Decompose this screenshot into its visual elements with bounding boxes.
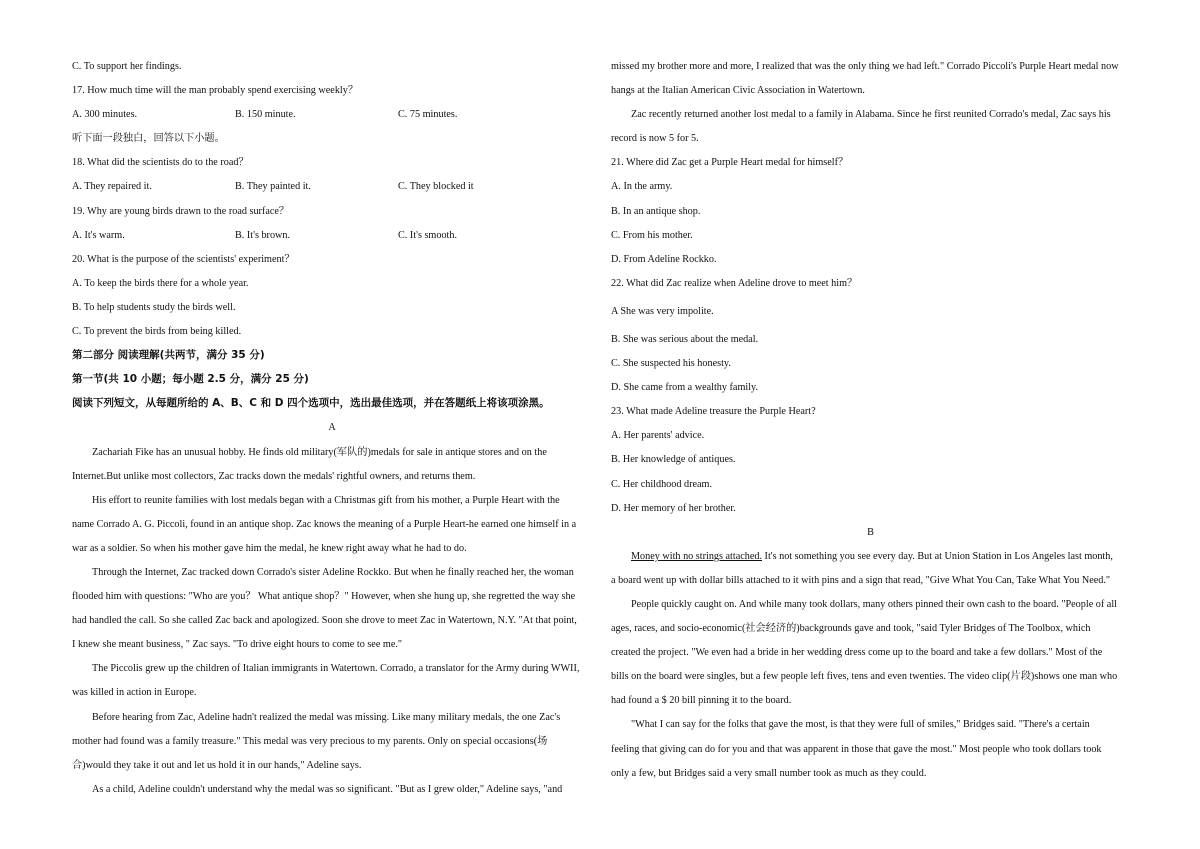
q22-question: 22. What did Zac realize when Adeline drove to meet him？ xyxy=(611,277,858,289)
left-column xyxy=(72,58,592,805)
passage-b-label: B xyxy=(867,526,874,538)
right-column xyxy=(611,58,1130,789)
passage-a-line: Before hearing from Zac, Adeline hadn't realized the medal was missing. Like many military medals, the one Zac's xyxy=(92,711,561,723)
passage-a-continued: hangs at the Italian American Civic Association in Watertown. xyxy=(611,85,865,97)
q17-option-a: A. 300 minutes. xyxy=(72,109,138,121)
passage-a-continued: missed my brother more and more, I realized that was the only thing we had left." Corrado Piccoli's Purple Heart medal now xyxy=(611,61,1119,72)
passage-b-line: ages, races, and socio-economic(社会经济的)backgrounds gave and took, "said Tyler Bridges of The Toolbox, which xyxy=(611,623,1091,635)
q21-option-a: A. In the army. xyxy=(611,181,673,193)
q16-option-c: C. To support her findings. xyxy=(72,61,182,72)
q17-option-c: C. 75 minutes. xyxy=(398,109,458,121)
passage-a-continued: record is now 5 for 5. xyxy=(611,133,699,145)
passage-a-line: Internet.But unlike most collectors, Zac tracks down the medals' rightful owners, and returns them. xyxy=(72,470,476,482)
passage-a-line: His effort to reunite families with lost medals began with a Christmas gift from his mother, a Purple Heart with the xyxy=(92,494,560,506)
q18-option-a: A. They repaired it. xyxy=(72,181,152,193)
reading-instruction: 阅读下列短文，从每题所给的 A、B、C 和 D 四个选项中，选出最佳选项，并在答题纸上将该项涂黑。 xyxy=(72,397,550,410)
passage-b-line: only a few, but Bridges said a very small number took as much as they could. xyxy=(611,767,927,779)
q17-question: 17. How much time will the man probably spend exercising weekly？ xyxy=(72,85,359,97)
passage-a-line: war as a soldier. So when his mother gave him the medal, he knew right away what he had to do. xyxy=(72,542,467,554)
q19-question: 19. Why are young birds drawn to the road surface？ xyxy=(72,205,290,217)
passage-a-label: A xyxy=(328,422,336,434)
q22-option-d: D. She came from a wealthy family. xyxy=(611,382,759,394)
q21-question: 21. Where did Zac get a Purple Heart medal for himself？ xyxy=(611,157,849,169)
q18-option-c: C. They blocked it xyxy=(398,181,474,193)
passage-b-line-rest: It's not something you see every day. But at Union Station in Los Angeles last month, xyxy=(762,550,1113,562)
q21-option-d: D. From Adeline Rockko. xyxy=(611,253,717,265)
q21-option-b: B. In an antique shop. xyxy=(611,205,701,217)
section-one-heading: 第一节(共 10 小题；每小题 2.5 分，满分 25 分) xyxy=(72,373,309,386)
passage-a-line: Zachariah Fike has an unusual hobby. He finds old military(军队的)medals for sale in antique stores and on the xyxy=(92,446,547,458)
q23-option-d: D. Her memory of her brother. xyxy=(611,502,736,514)
passage-b-line: created the project. "We even had a bride in her wedding dress come up to the board and take a few dollars." Most of the xyxy=(611,647,1103,659)
q23-option-b: B. Her knowledge of antiques. xyxy=(611,454,736,466)
passage-b-line: had found a $ 20 bill pinning it to the board. xyxy=(611,695,792,707)
passage-a-line: flooded him with questions: "Who are you？ What antique shop？" However, when she hung up, she regretted the way she xyxy=(72,591,576,603)
q18-question: 18. What did the scientists do to the road？ xyxy=(72,157,249,169)
q20-option-b: B. To help students study the birds well. xyxy=(72,301,236,313)
passage-b-line: bills on the board were singles, but a few people left fives, tens and even twenties. The video clip(片段)shows one man who xyxy=(611,671,1118,683)
passage-a-line: name Corrado A. G. Piccoli, found in an antique shop. Zac knows the meaning of a Purple Heart-he earned one himself in a xyxy=(72,518,577,530)
passage-b-line: People quickly caught on. And while many took dollars, many others pinned their own cash to the board. "People of all xyxy=(631,598,1117,610)
q18-option-b: B. They painted it. xyxy=(235,181,311,193)
passage-a-continued: Zac recently returned another lost medal to a family in Alabama. Since he first reunited Corrado's medal, Zac says his xyxy=(631,109,1111,121)
passage-b-line xyxy=(611,548,1130,572)
passage-a-line: 合)would they take it out and let us hold it in our hands," Adeline says. xyxy=(72,759,362,771)
passage-b-line: feeling that giving can do for you and that was apparent in those that gave the most." Most people who took dollars took xyxy=(611,743,1102,755)
q19-option-c: C. It's smooth. xyxy=(398,229,458,241)
passage-a-line: Through the Internet, Zac tracked down Corrado's sister Adeline Rockko. But when he finally reached her, the woman xyxy=(92,566,574,578)
q17-options xyxy=(72,106,592,130)
q23-option-a: A. Her parents' advice. xyxy=(611,430,705,442)
passage-a-line: The Piccolis grew up the children of Italian immigrants in Watertown. Corrado, a translator for the Army during WWII, xyxy=(92,663,580,675)
passage-b-line: "What I can say for the folks that gave the most, is that they were full of smiles," Bridges said. "There's a certain xyxy=(631,719,1090,731)
part-two-heading: 第二部分 阅读理解(共两节，满分 35 分) xyxy=(72,349,265,362)
q22-option-c: C. She suspected his honesty. xyxy=(611,358,731,370)
passage-a-line: As a child, Adeline couldn't understand why the medal was so significant. "But as I grew older," Adeline says, "and xyxy=(92,783,563,795)
passage-a-line: had handled the call. So she called Zac back and apologized. Soon she drove to meet Zac in Watertown, N.Y. "At that point, xyxy=(72,615,577,627)
q22-option-a: A She was very impolite. xyxy=(611,305,714,317)
passage-b-line: a board went up with dollar bills attached to it with pins and a sign that read, "Give What You Can, Take What You Need." xyxy=(611,574,1111,586)
q20-question: 20. What is the purpose of the scientists' experiment？ xyxy=(72,253,295,265)
q20-option-a: A. To keep the birds there for a whole year. xyxy=(72,277,249,289)
passage-a-line: I knew she meant business, " Zac says. "To drive eight hours to come to see me." xyxy=(72,639,403,651)
passage-a-line: was killed in action in Europe. xyxy=(72,687,197,699)
q19-option-b: B. It's brown. xyxy=(235,229,291,241)
q23-question: 23. What made Adeline treasure the Purple Heart? xyxy=(611,406,816,418)
q20-option-c: C. To prevent the birds from being killed. xyxy=(72,326,242,338)
listening-note: 听下面一段独白，回答以下小题。 xyxy=(72,133,225,145)
q21-option-c: C. From his mother. xyxy=(611,229,693,241)
underlined-phrase: Money with no strings attached. xyxy=(631,550,762,562)
q19-options xyxy=(72,227,592,251)
q23-option-c: C. Her childhood dream. xyxy=(611,478,712,490)
q17-option-b: B. 150 minute. xyxy=(235,109,296,121)
q19-option-a: A. It's warm. xyxy=(72,229,125,241)
q18-options xyxy=(72,178,592,202)
passage-a-line: mother had found was a family treasure." This medal was very precious to my parents. Only on special occasions(场 xyxy=(72,735,548,747)
q22-option-b: B. She was serious about the medal. xyxy=(611,333,759,345)
